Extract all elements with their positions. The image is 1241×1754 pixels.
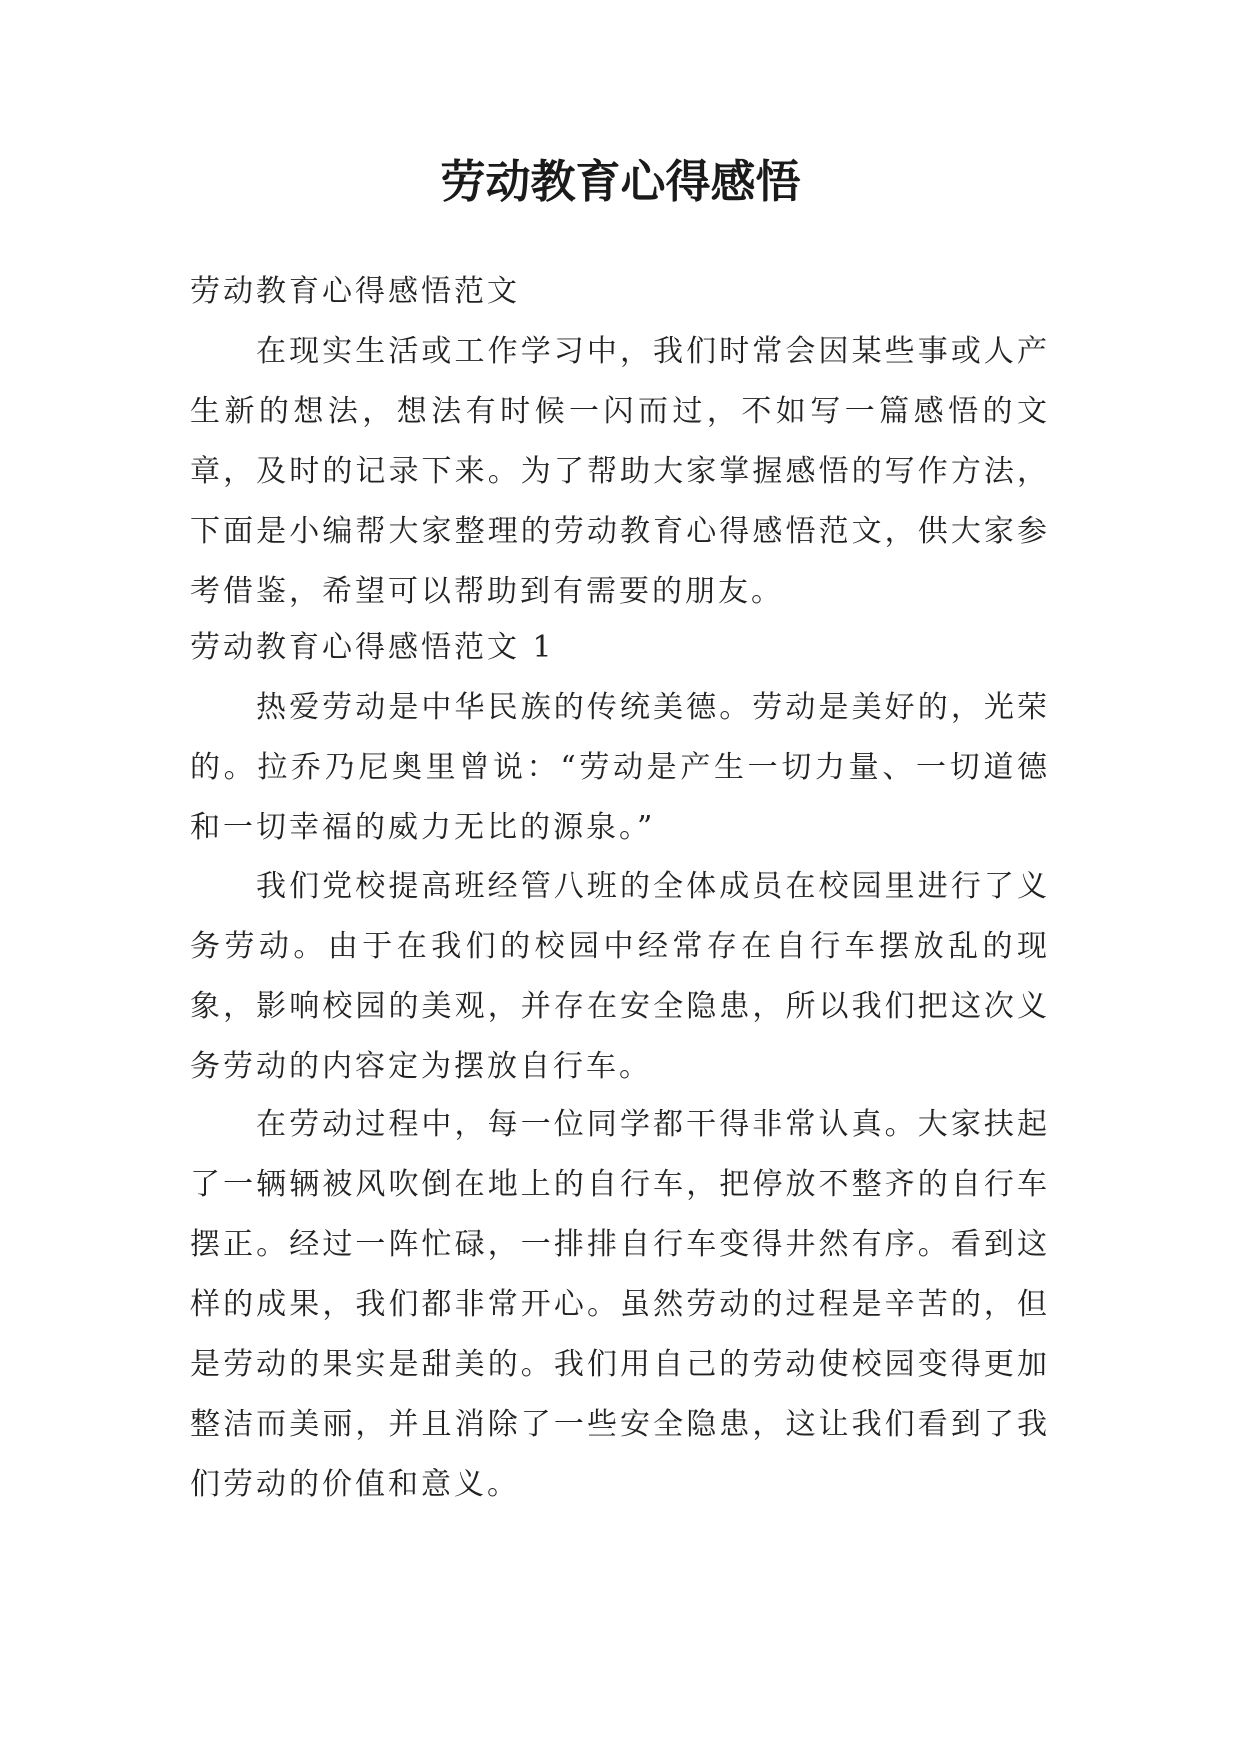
section-1-heading: 劳动教育心得感悟范文 1 xyxy=(190,630,555,665)
intro-paragraph: 在现实生活或工作学习中，我们时常会因某些事或人产生新的想法，想法有时候一闪而过，不如写一篇感悟的文章，及时的记录下来。为了帮助大家掌握感悟的写作方法，下面是小编帮大家整理的劳动教育心得感悟范文，供大家参考借鉴，希望可以帮助到有需要的朋友。 xyxy=(190,334,1050,609)
section-1-paragraph-1: 热爱劳动是中华民族的传统美德。劳动是美好的，光荣的。拉乔乃尼奥里曾说：“劳动是产生一切力量、一切道德和一切幸福的威力无比的源泉。” xyxy=(190,690,1050,845)
section-1-paragraph-2: 我们党校提高班经管八班的全体成员在校园里进行了义务劳动。由于在我们的校园中经常存在自行车摆放乱的现象，影响校园的美观，并存在安全隐患，所以我们把这次义务劳动的内容定为摆放自行车。 xyxy=(190,869,1050,1084)
document-title: 劳动教育心得感悟 xyxy=(440,155,801,208)
intro-heading: 劳动教育心得感悟范文 xyxy=(190,274,520,309)
section-1-paragraph-3: 在劳动过程中，每一位同学都干得非常认真。大家扶起了一辆辆被风吹倒在地上的自行车，把停放不整齐的自行车摆正。经过一阵忙碌，一排排自行车变得井然有序。看到这样的成果，我们都非常开心。虽然劳动的过程是辛苦的，但是劳动的果实是甜美的。我们用自己的劳动使校园变得更加整洁而美丽，并且消除了一些安全隐患，这让我们看到了我们劳动的价值和意义。 xyxy=(190,1107,1050,1502)
